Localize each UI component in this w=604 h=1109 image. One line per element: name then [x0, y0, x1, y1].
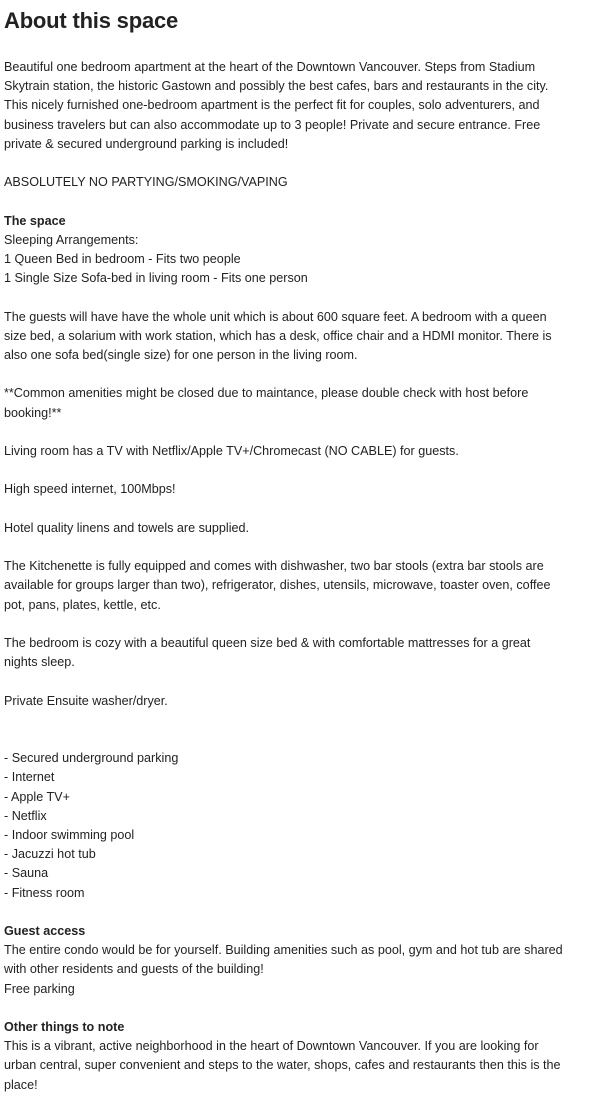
other-notes-heading: Other things to note: [4, 1019, 125, 1034]
kitchen-line: pot, pans, plates, kettle, etc.: [4, 597, 161, 612]
spacer: [4, 672, 596, 691]
unit-description-line: also one sofa bed(single size) for one person in the living room.: [4, 348, 358, 362]
intro-line: business travelers but can also accommodate up to 3 people! Private and secure entrance. Free: [4, 117, 541, 132]
section-title: About this space: [4, 8, 179, 33]
linens-info: Hotel quality linens and towels are supplied.: [4, 520, 250, 535]
tv-info: Living room has a TV with Netflix/Apple TV+/Chromecast (NO CABLE) for guests.: [4, 443, 459, 458]
amenity-item: - Indoor swimming pool: [4, 827, 135, 842]
amenity-item: - Internet: [4, 770, 55, 785]
guest-access-heading: Guest access: [4, 923, 86, 938]
spacer: [4, 999, 596, 1018]
kitchen-line: available for groups larger than two), refrigerator, dishes, utensils, microwave, toaster oven, coffee: [4, 578, 551, 593]
sleeping-item: 1 Queen Bed in bedroom - Fits two people: [4, 252, 241, 266]
other-notes-line: urban central, super convenient and steps to the water, shops, cafes and restaurants then this is the: [4, 1058, 561, 1073]
spacer: [4, 461, 596, 480]
spacer: [4, 730, 596, 749]
intro-line: This nicely furnished one-bedroom apartment is the perfect fit for couples, solo adventurers, and: [4, 98, 540, 113]
guest-access-line: with other residents and guests of the building!: [4, 962, 264, 977]
amenity-item: - Jacuzzi hot tub: [4, 847, 96, 862]
bedroom-line: The bedroom is cozy with a beautiful queen size bed & with comfortable mattresses for a great: [4, 635, 531, 650]
sleeping-item: 1 Single Size Sofa-bed in living room - Fits one person: [4, 271, 308, 286]
kitchen-line: The Kitchenette is fully equipped and comes with dishwasher, two bar stools (extra bar stools are: [4, 559, 544, 574]
internet-info: High speed internet, 100Mbps!: [4, 482, 176, 497]
spacer: [4, 711, 596, 730]
guest-access-line: Free parking: [4, 981, 75, 996]
other-notes-line: place!: [4, 1077, 38, 1092]
spacer: [4, 538, 596, 557]
spacer: [4, 365, 596, 384]
amenity-item: - Fitness room: [4, 885, 85, 900]
amenity-item: - Secured underground parking: [4, 751, 179, 766]
washer-info: Private Ensuite washer/dryer.: [4, 693, 168, 708]
bedroom-line: nights sleep.: [4, 655, 75, 670]
amenity-item: - Sauna: [4, 866, 49, 881]
sleeping-label: Sleeping Arrangements:: [4, 232, 139, 247]
amenities-notice-line: **Common amenities might be closed due to maintance, please double check with host before: [4, 386, 529, 401]
spacer: [4, 423, 596, 442]
spacer: [4, 903, 596, 922]
spacer: [4, 288, 596, 307]
intro-line: private & secured underground parking is included!: [4, 136, 289, 151]
amenity-item: - Netflix: [4, 808, 47, 823]
amenities-notice-line: booking!**: [4, 405, 62, 420]
the-space-heading: The space: [4, 213, 66, 228]
other-notes-line: This is a vibrant, active neighborhood in the heart of Downtown Vancouver. If you are looking for: [4, 1039, 539, 1054]
spacer: [4, 500, 596, 519]
unit-description-line: size bed, a solarium with work station, which has a desk, office chair and a HDMI monitor. There is: [4, 328, 552, 343]
listing-description: [4, 58, 596, 1095]
spacer: [4, 154, 596, 173]
intro-line: Skytrain station, the historic Gastown and possibly the best cafes, bars and restaurants in the city.: [4, 79, 549, 94]
spacer: [4, 192, 596, 211]
guest-access-line: The entire condo would be for yourself. Building amenities such as pool, gym and hot tub are shared: [4, 943, 563, 958]
spacer: [4, 615, 596, 634]
amenity-item: - Apple TV+: [4, 789, 70, 804]
intro-line: Beautiful one bedroom apartment at the heart of the Downtown Vancouver. Steps from Stadium: [4, 60, 536, 74]
unit-description-line: The guests will have have the whole unit which is about 600 square feet. A bedroom with a queen: [4, 309, 547, 324]
rules-notice: ABSOLUTELY NO PARTYING/SMOKING/VAPING: [4, 175, 288, 190]
